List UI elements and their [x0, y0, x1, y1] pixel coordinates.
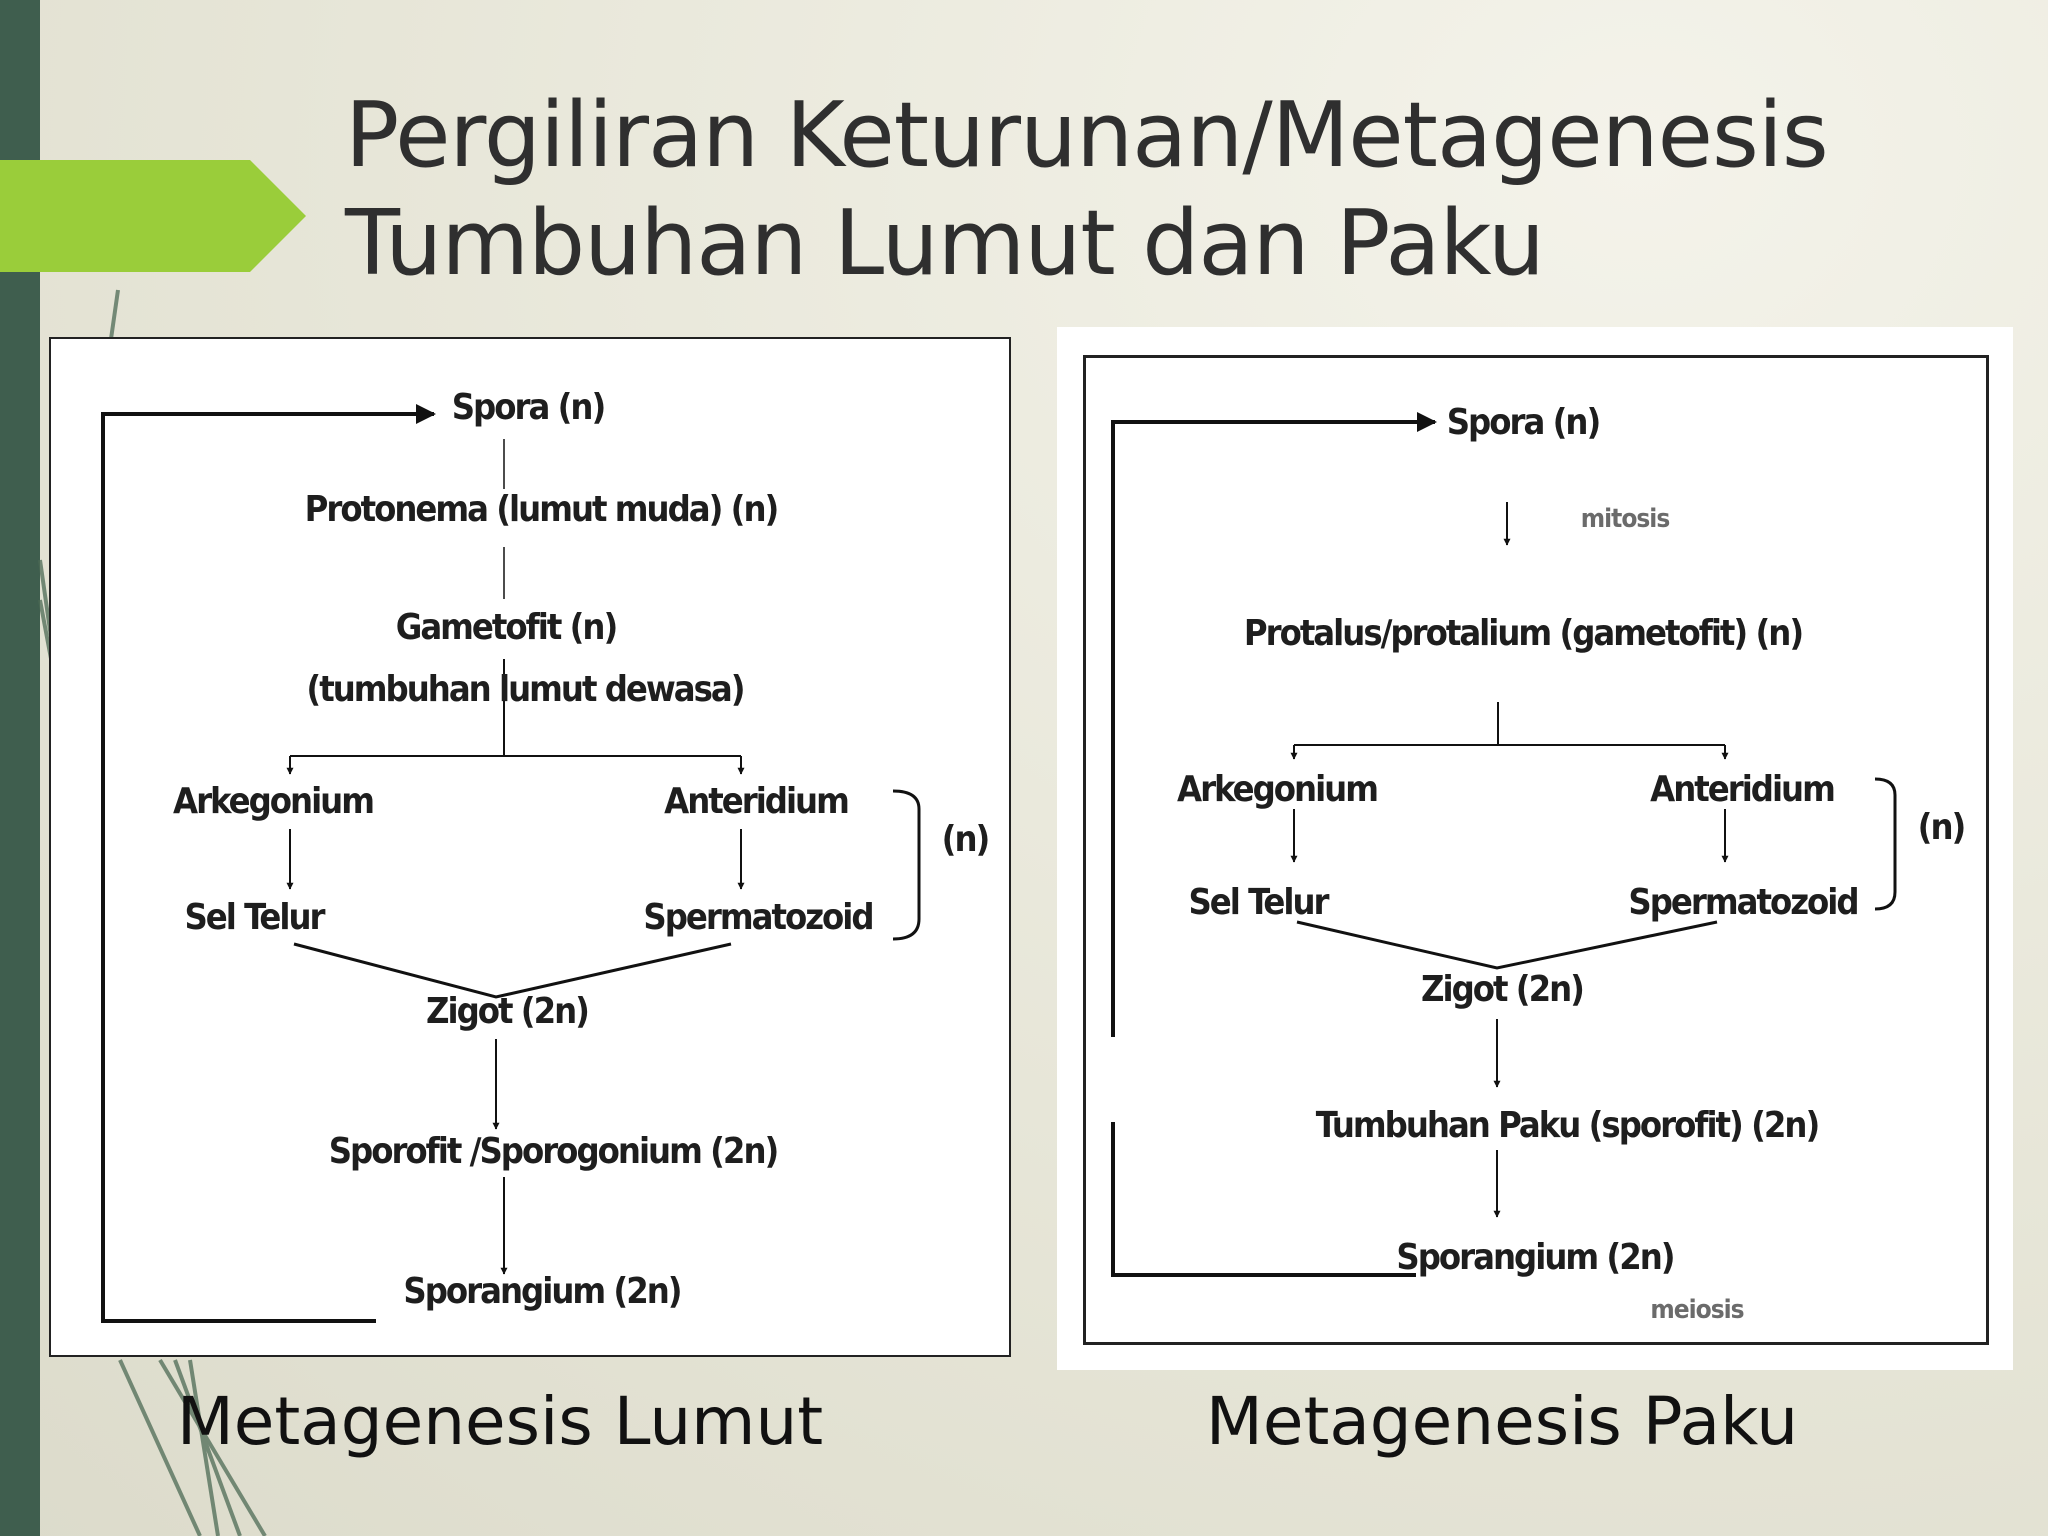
lumut-sporangium: Sporangium (2n) — [403, 1271, 681, 1312]
title-arrow-accent — [0, 160, 310, 272]
paku-sel-telur: Sel Telur — [1188, 882, 1328, 923]
paku-meiosis: meiosis — [1650, 1295, 1744, 1325]
lumut-protonema: Protonema (lumut muda) (n) — [304, 489, 778, 530]
lumut-sporofit: Sporofit /Sporogonium (2n) — [328, 1131, 778, 1172]
lumut-zigot: Zigot (2n) — [426, 991, 588, 1032]
title-line-2: Tumbuhan Lumut dan Paku — [345, 191, 1544, 296]
title-line-1: Pergiliran Keturunan/Metagenesis — [345, 83, 1828, 188]
paku-anteridium: Anteridium — [1650, 769, 1834, 810]
paku-spora: Spora (n) — [1446, 402, 1600, 443]
lumut-arkegonium: Arkegonium — [173, 781, 373, 822]
caption-paku: Metagenesis Paku — [1205, 1383, 1799, 1460]
lumut-diagram-panel — [49, 337, 1011, 1357]
lumut-sel-telur: Sel Telur — [184, 897, 324, 938]
paku-diagram-lines — [1057, 327, 2013, 1370]
slide-title — [345, 82, 1985, 298]
caption-lumut: Metagenesis Lumut — [176, 1383, 824, 1460]
paku-arkegonium: Arkegonium — [1177, 769, 1377, 810]
paku-haploid-label: (n) — [1917, 807, 1965, 848]
lumut-spora: Spora (n) — [451, 387, 605, 428]
paku-mitosis: mitosis — [1580, 504, 1670, 534]
paku-zigot: Zigot (2n) — [1421, 969, 1583, 1010]
paku-sporangium: Sporangium (2n) — [1396, 1237, 1674, 1278]
paku-protalus: Protalus/protalium (gametofit) (n) — [1243, 613, 1803, 654]
lumut-gametofit: Gametofit (n) — [395, 607, 617, 648]
lumut-gametofit-sub: (tumbuhan lumut dewasa) — [306, 669, 744, 710]
lumut-haploid-label: (n) — [941, 819, 989, 860]
paku-tumbuhan-paku: Tumbuhan Paku (sporofit) (2n) — [1315, 1105, 1819, 1146]
lumut-spermatozoid: Spermatozoid — [643, 897, 873, 938]
paku-diagram-panel — [1057, 327, 2013, 1370]
paku-spermatozoid: Spermatozoid — [1628, 882, 1858, 923]
lumut-anteridium: Anteridium — [664, 781, 848, 822]
